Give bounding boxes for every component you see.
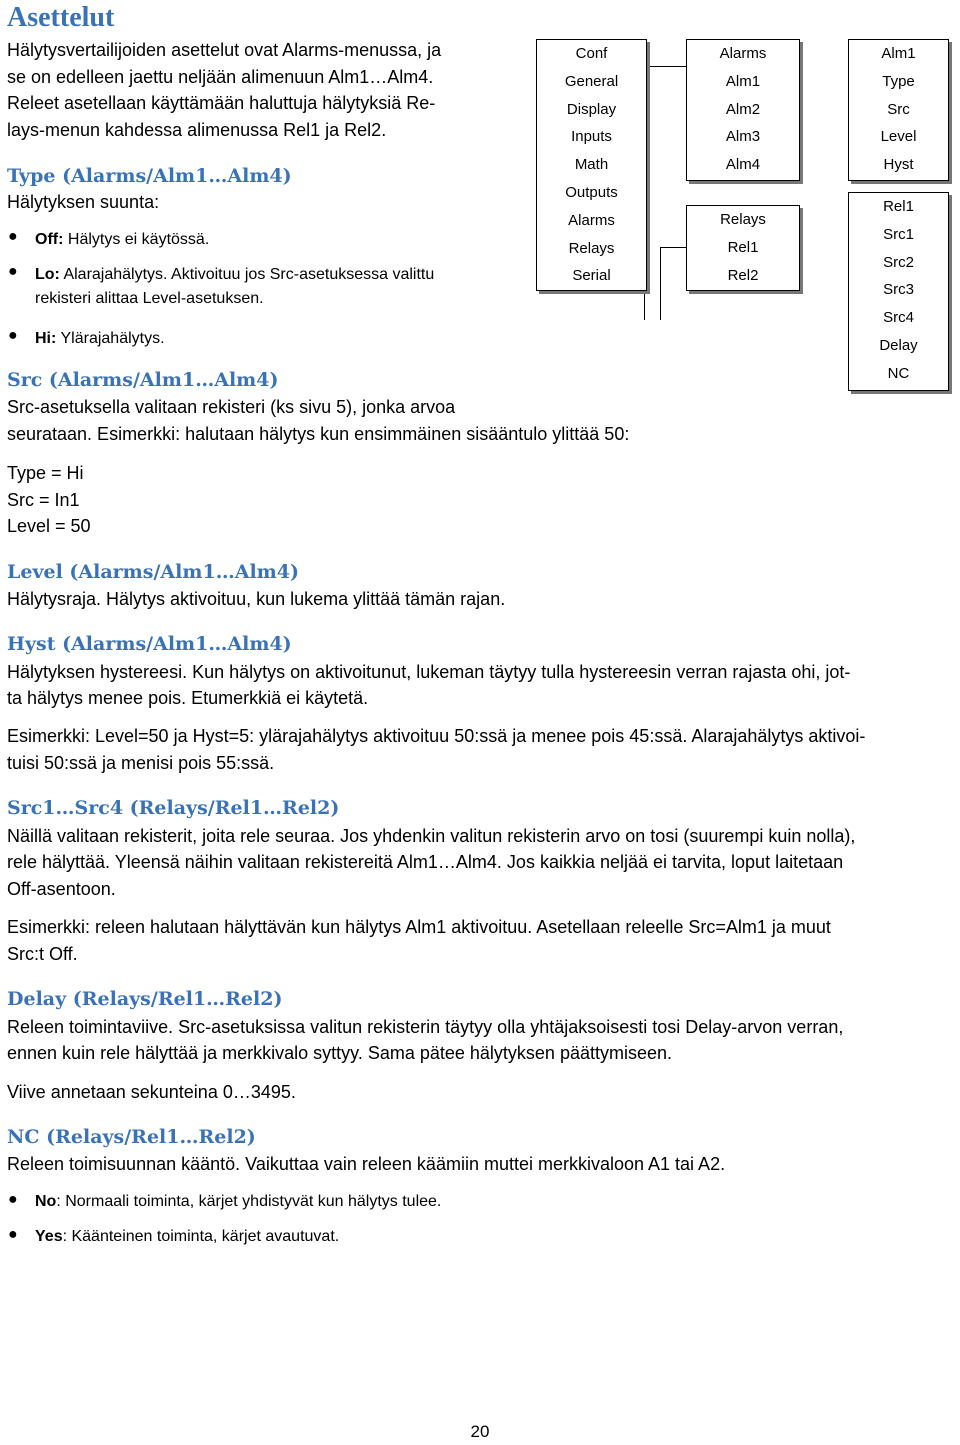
menu-item-math: Math (574, 156, 609, 174)
type-text: Hälytyksen suunta: (7, 192, 160, 212)
src-heading: Src (Alarms/Alm1…Alm4) (7, 369, 279, 391)
srcrel-example-2: Src:t Off. (7, 944, 78, 964)
bullet-dot-icon: ● (8, 327, 18, 344)
menu-item-outputs: Outputs (565, 184, 618, 201)
src-line-1: Src-asetuksella valitaan rekisteri (ks sivu 5), jonka arvoa (7, 397, 456, 417)
alm1-menu-box (848, 39, 949, 181)
type-heading: Type (Alarms/Alm1…Alm4) (7, 165, 292, 187)
srcrel-line-3: Off-asentoon. (7, 879, 116, 899)
menu-item-nc: NC (887, 364, 910, 382)
nc-heading: NC (Relays/Rel1…Rel2) (7, 1126, 256, 1148)
menu-item-rel1: Rel1 (727, 238, 759, 256)
bullet-dot-icon: ● (8, 228, 18, 245)
hyst-heading: Hyst (Alarms/Alm1…Alm4) (7, 633, 292, 655)
menu-item-general: General (564, 72, 619, 90)
srcrel-example-1: Esimerkki: releen halutaan hälyttävän kun hälytys Alm1 aktivoituu. Asetellaan releelle Src=Alm1 ja muut (7, 917, 831, 937)
menu-item-alm3: Alm3 (725, 128, 761, 146)
menu-item-display: Display (566, 100, 617, 118)
connector-line (644, 66, 686, 67)
menu-item-conf: Conf (575, 45, 608, 62)
menu-item-delay: Delay (879, 337, 918, 354)
hyst-line-2: ta hälytys menee pois. Etumerkkiä ei käytetä. (7, 688, 369, 708)
menu-item-alm4: Alm4 (725, 156, 761, 174)
srcrel-heading: Src1…Src4 (Relays/Rel1…Rel2) (7, 797, 340, 819)
bullet-dot-icon: ● (8, 1226, 18, 1243)
list-item: Lo: Alarajahälytys. Aktivoituu jos Src-asetuksessa valittu (35, 266, 435, 283)
connector-line (660, 247, 661, 320)
conf-menu-box (536, 39, 647, 291)
menu-item-src2: Src2 (883, 253, 914, 271)
menu-item-inputs: Inputs (571, 128, 612, 146)
hyst-example-2: tuisi 50:ssä ja menisi pois 55:ssä. (7, 753, 275, 773)
intro-line-1: Hälytysvertailijoiden asettelut ovat Alarms-menussa, ja (7, 40, 442, 60)
intro-line-3: Releet asetellaan käyttämään haluttuja hälytyksiä Re- (7, 93, 436, 113)
alarms-menu-box (686, 39, 800, 181)
menu-item-type: Type (882, 72, 915, 90)
nc-text: Releen toimisuunnan kääntö. Vaikuttaa vain releen käämiin muttei merkkivaloon A1 tai A2. (7, 1154, 726, 1174)
srcrel-line-1: Näillä valitaan rekisterit, joita rele seuraa. Jos yhdenkin valitun rekisterin arvo on tosi (suurempi kuin nolla), (7, 826, 856, 846)
delay-line-1: Releen toimintaviive. Src-asetuksissa valitun rekisterin täytyy olla yhtäjaksoisesti tosi Delay-arvon verran, (7, 1017, 844, 1037)
src-example-2: Src = In1 (7, 490, 80, 510)
menu-item-alarms-title: Alarms (719, 45, 767, 62)
menu-item-rel1-title: Rel1 (883, 198, 914, 215)
delay-line-3: Viive annetaan sekunteina 0…3495. (7, 1082, 296, 1102)
menu-item-src1: Src1 (883, 225, 914, 243)
menu-item-alm2: Alm2 (725, 100, 761, 118)
page-title: Asettelut (7, 2, 115, 33)
menu-item-src4: Src4 (883, 309, 914, 327)
menu-item-hyst: Hyst (883, 156, 914, 174)
list-item: No: Normaali toiminta, kärjet yhdistyvät kun hälytys tulee. (35, 1193, 442, 1210)
menu-item-src3: Src3 (883, 281, 914, 299)
rel1-menu-box (848, 192, 949, 391)
menu-item-serial: Serial (572, 267, 611, 285)
menu-item-relays-title: Relays (720, 211, 766, 228)
menu-item-alarms: Alarms (568, 211, 615, 229)
list-item: Hi: Ylärajahälytys. (35, 330, 165, 347)
menu-item-rel2: Rel2 (727, 266, 759, 284)
src-example-1: Type = Hi (7, 463, 84, 483)
hyst-line-1: Hälytyksen hystereesi. Kun hälytys on aktivoitunut, lukeman täytyy tulla hystereesin verran rajasta ohi, jot- (7, 662, 851, 682)
bullet-dot-icon: ● (8, 1191, 18, 1208)
delay-heading: Delay (Relays/Rel1…Rel2) (7, 988, 283, 1010)
list-item-continued: rekisteri alittaa Level-asetuksen. (35, 290, 264, 307)
srcrel-line-2: rele hälyttää. Yleensä näihin valitaan rekistereitä Alm1…Alm4. Jos kaikkia neljää ei tarvita, loput laitetaan (7, 852, 844, 872)
list-item: Yes: Käänteinen toiminta, kärjet avautuvat. (35, 1228, 340, 1245)
intro-line-2: se on edelleen jaettu neljään alimenuun Alm1…Alm4. (7, 66, 434, 87)
page-number: 20 (470, 1422, 490, 1441)
hyst-example-1: Esimerkki: Level=50 ja Hyst=5: ylärajahälytys aktivoituu 50:ssä ja menee pois 45:ssä. Alarajahälytys aktivoi- (7, 726, 866, 746)
list-item: Off: Hälytys ei käytössä. (35, 231, 210, 248)
menu-item-src: Src (887, 100, 910, 118)
src-line-2: seurataan. Esimerkki: halutaan hälytys kun ensimmäinen sisääntulo ylittää 50: (7, 424, 630, 444)
delay-line-2: ennen kuin rele hälyttää ja merkkivalo syttyy. Sama pätee hälytyksen päättymiseen. (7, 1043, 673, 1063)
menu-item-level: Level (880, 128, 917, 146)
bullet-dot-icon: ● (8, 263, 18, 280)
intro-line-4: lays-menun kahdessa alimenussa Rel1 ja Rel2. (7, 119, 387, 140)
menu-item-alm1: Alm1 (725, 72, 761, 90)
menu-item-alm1-title: Alm1 (881, 45, 916, 62)
level-text: Hälytysraja. Hälytys aktivoituu, kun lukema ylittää tämän rajan. (7, 589, 506, 609)
menu-item-relays: Relays (568, 239, 615, 257)
relays-menu-box (686, 205, 800, 291)
level-heading: Level (Alarms/Alm1…Alm4) (7, 561, 299, 583)
src-example-3: Level = 50 (7, 516, 91, 536)
